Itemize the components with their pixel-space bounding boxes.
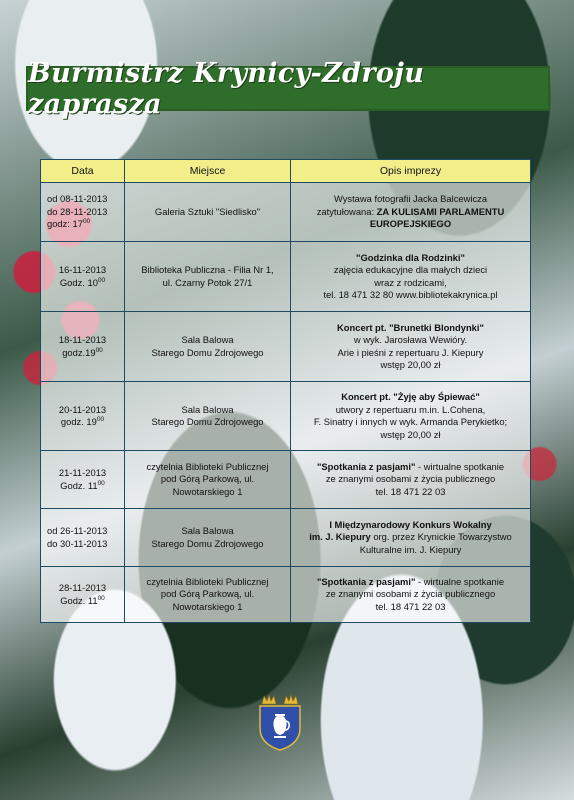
table-row — [41, 451, 531, 509]
event-description-cell: I Międzynarodowy Konkurs Wokalny im. J. Kiepury org. przez Krynickie Towarzystwo Kulturalne im. J. Kiepury — [291, 509, 531, 567]
event-date-cell: 28-11-2013 Godz. $11^{00}$ — [41, 567, 125, 623]
table-row — [41, 312, 531, 382]
events-table — [40, 159, 531, 623]
table-row — [41, 509, 531, 567]
event-description-cell: Wystawa fotografii Jacka Balcewicza zatytułowana: ZA KULISAMI PARLAMENTU EUROPEJSKIEGO — [291, 183, 531, 242]
event-date-cell: 18-11-2013 $godz.19^{00}$ — [41, 312, 125, 382]
column-header-place: Miejsce — [125, 160, 291, 183]
event-description-cell: Koncert pt. "Żyję aby Śpiewać" utwory z repertuaru m.in. L.Cohena, F. Sinatry i innych w wyk. Armanda Perykietko; wstęp 20,00 zł — [291, 382, 531, 451]
event-description-cell: Koncert pt. "Brunetki Blondynki" w wyk. Jarosława Wewióry. Arie i pieśni z repertuaru J. Kiepury wstęp 20,00 zł — [291, 312, 531, 382]
event-place-cell: czytelnia Biblioteki Publicznej pod Górą Parkową, ul. Nowotarskiego 1 — [125, 567, 291, 623]
event-date-cell: 21-11-2013 Godz. $11^{00}$ — [41, 451, 125, 509]
event-date-cell: od 26-11-2013 do 30-11-2013 — [41, 509, 125, 567]
event-description-cell: "Godzinka dla Rodzinki" zajęcia edukacyjne dla małych dzieci wraz z rodzicami, tel. 18 471 32 80 www.bibliotekakrynica.pl — [291, 242, 531, 312]
event-place-cell: Biblioteka Publiczna - Filia Nr 1, ul. Czarny Potok 27/1 — [125, 242, 291, 312]
table-row — [41, 183, 531, 242]
page-title: Burmistrz Krynicy-Zdroju zaprasza — [28, 57, 425, 120]
table-row — [41, 242, 531, 312]
title-banner — [26, 57, 550, 120]
column-header-date: Data — [41, 160, 125, 183]
table-row — [41, 567, 531, 623]
krynica-coat-of-arms-icon — [256, 690, 304, 752]
event-date-cell: 20-11-2013 godz. $19^{00}$ — [41, 382, 125, 451]
event-date-cell: od 08-11-2013 do 28-11-2013 godz: $17^{00}$ — [41, 183, 125, 242]
event-place-cell: Galeria Sztuki "Siedlisko" — [125, 183, 291, 242]
event-description-cell: "Spotkania z pasjami" - wirtualne spotkanie ze znanymi osobami z życia publicznego tel. 18 471 22 03 — [291, 567, 531, 623]
event-description-cell: "Spotkania z pasjami" - wirtualne spotkanie ze znanymi osobami z życia publicznego tel. 18 471 22 03 — [291, 451, 531, 509]
table-header-row — [41, 160, 531, 183]
event-place-cell: czytelnia Biblioteki Publicznej pod Górą Parkową, ul. Nowotarskiego 1 — [125, 451, 291, 509]
table-row — [41, 382, 531, 451]
column-header-description: Opis imprezy — [291, 160, 531, 183]
event-place-cell: Sala Balowa Starego Domu Zdrojowego — [125, 509, 291, 567]
event-date-cell: 16-11-2013 Godz. $10^{00}$ — [41, 242, 125, 312]
event-place-cell: Sala Balowa Starego Domu Zdrojowego — [125, 382, 291, 451]
event-place-cell: Sala Balowa Starego Domu Zdrojowego — [125, 312, 291, 382]
